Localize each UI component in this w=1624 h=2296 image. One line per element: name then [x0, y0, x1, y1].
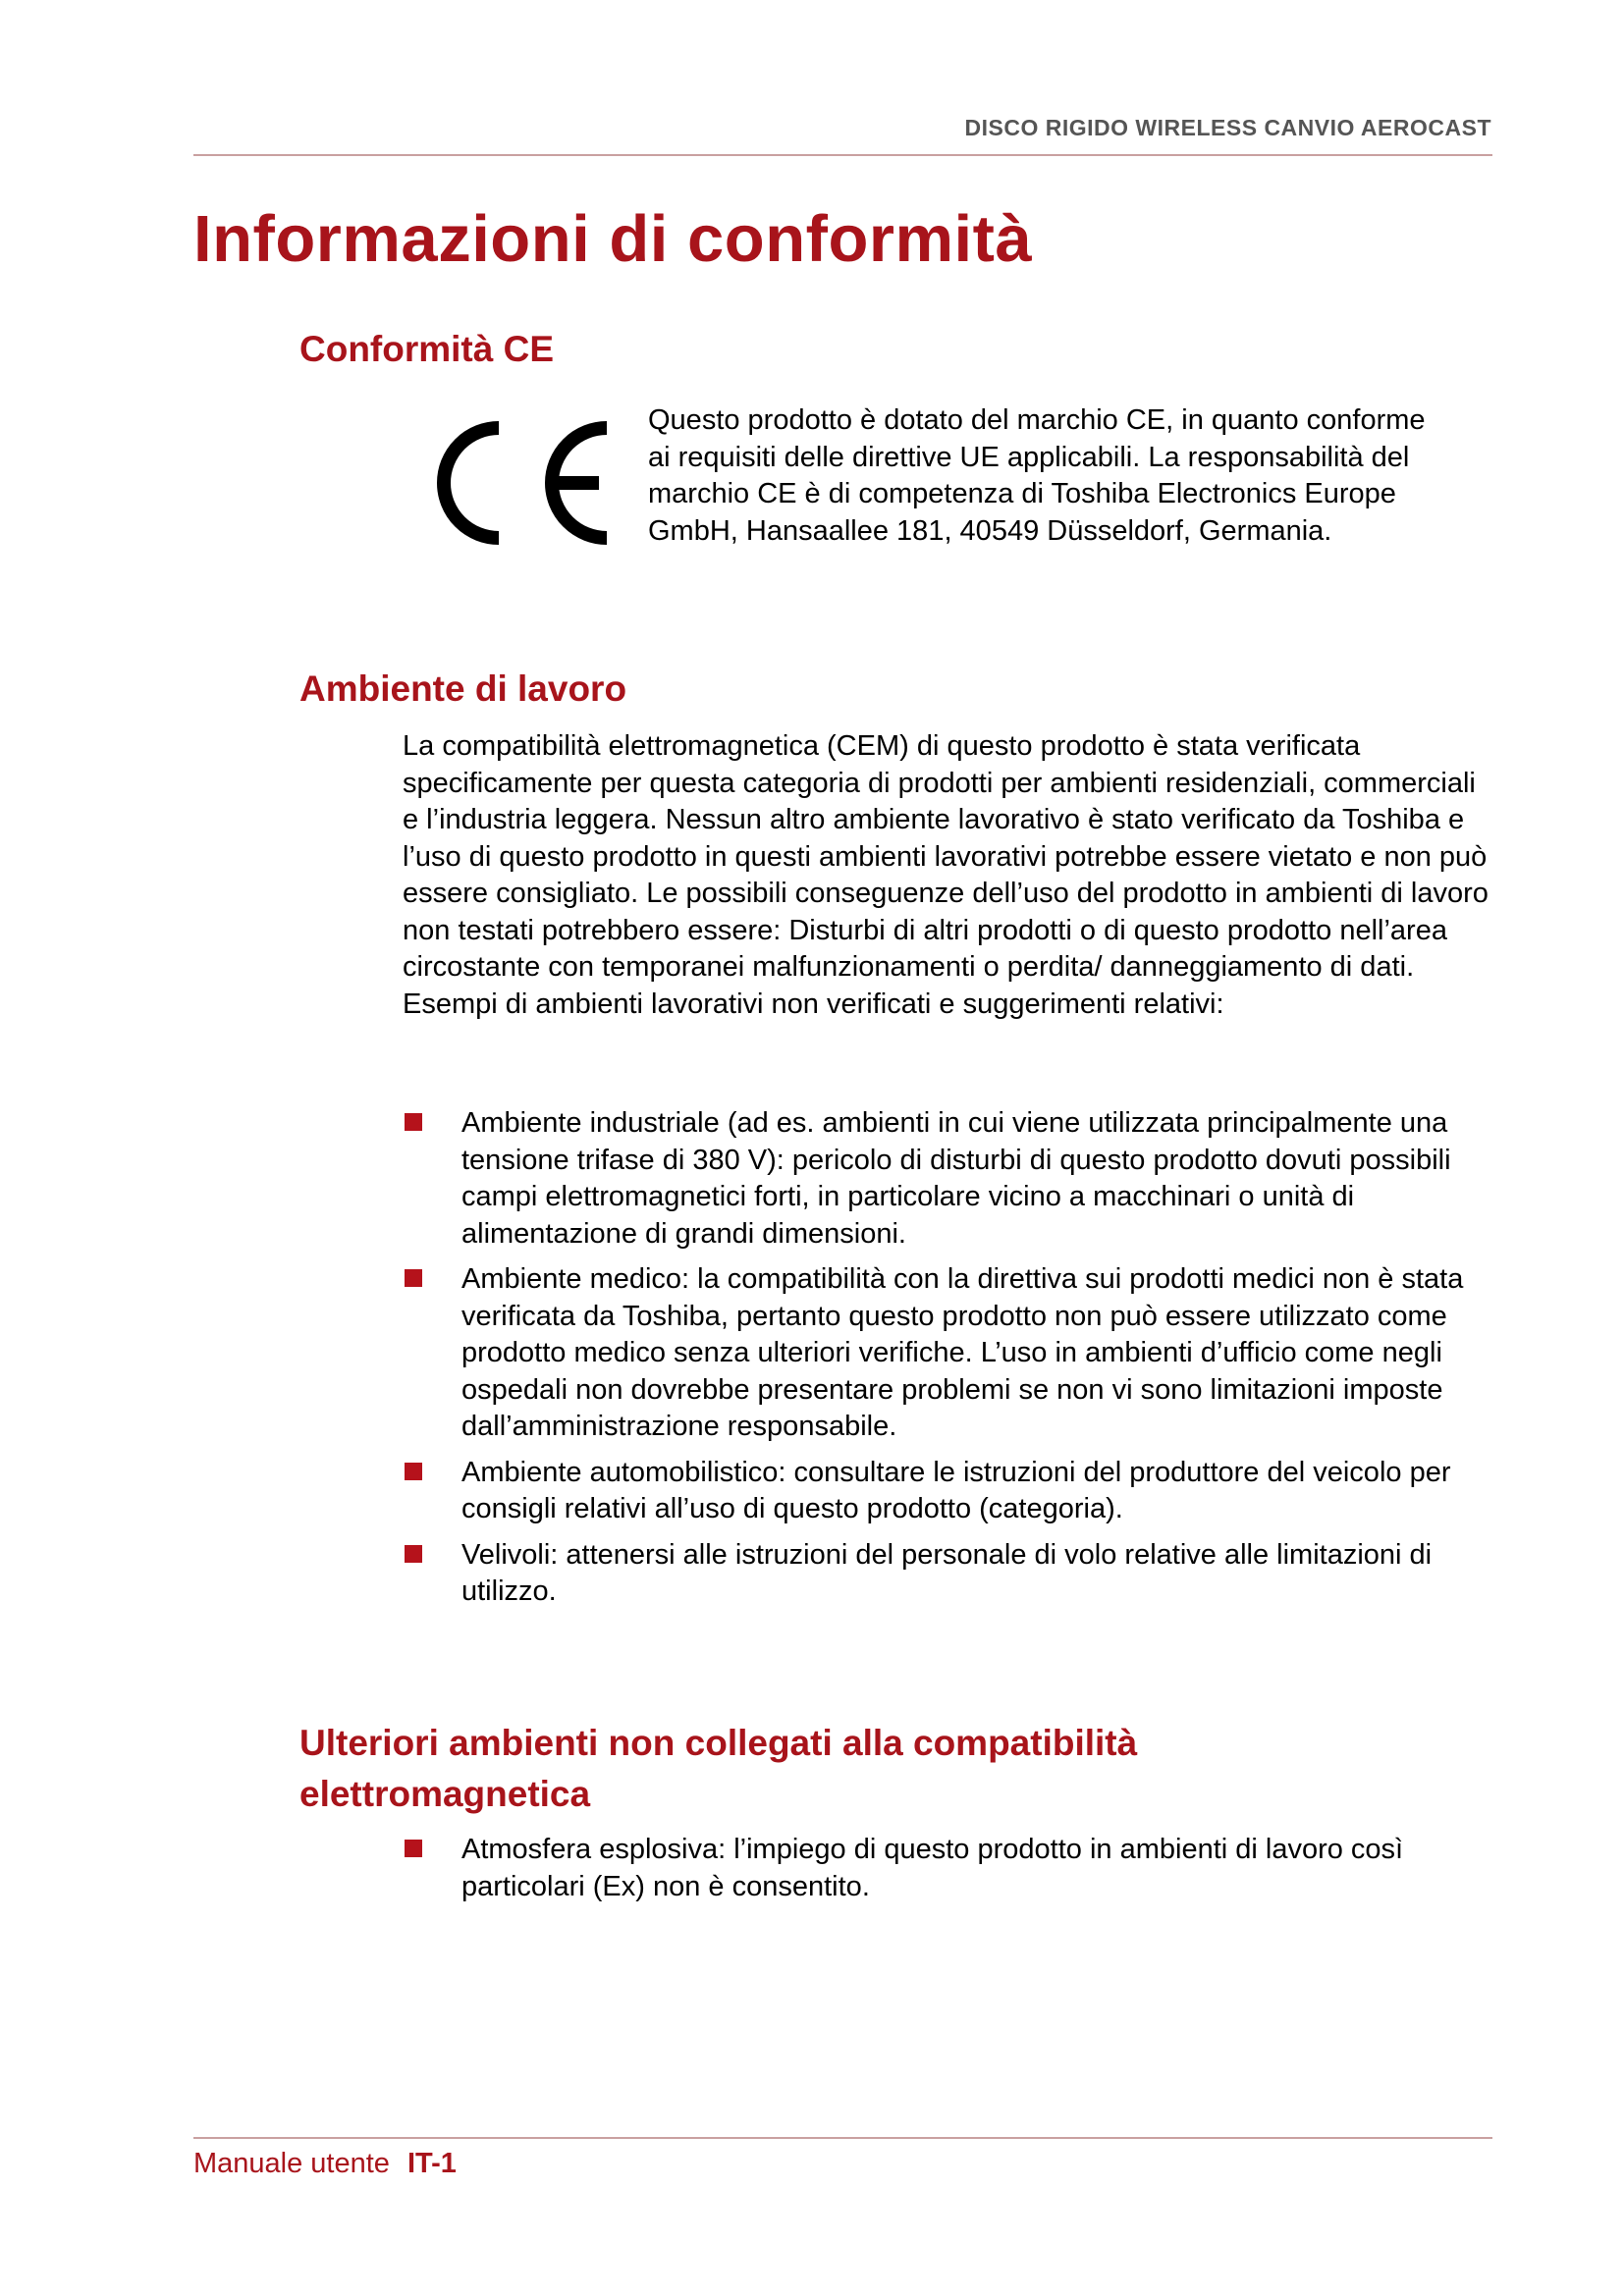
- page-title: Informazioni di conformità: [193, 202, 1033, 276]
- ce-mark-logo: [403, 404, 619, 561]
- bullet-square-icon: [405, 1545, 422, 1563]
- ce-paragraph: Questo prodotto è dotato del marchio CE, in quanto conforme ai requisiti delle direttive UE applicabili. La responsabilità del marchio CE è di competenza di Toshiba Electronics Europe GmbH, Hansaallee 181, 40549 Düsseldorf, Germania.: [648, 404, 1426, 547]
- bullet-square-icon: [405, 1463, 422, 1480]
- section-heading-other-environments: Ulteriori ambienti non collegati alla compatibilità elettromagnetica: [299, 1723, 1138, 1814]
- list-item: Velivoli: attenersi alle istruzioni del personale di volo relative alle limitazioni di utilizzo.: [403, 1537, 1492, 1611]
- footer-manual-label: Manuale utente: [193, 2148, 390, 2179]
- list-item: Ambiente medico: la compatibilità con la direttiva sui prodotti medici non è stata verificata da Toshiba, pertanto questo prodotto non può essere utilizzato come prodotto medico senza ulteriori verifiche. L’uso in ambienti d’ufficio come negli ospedali non dovrebbe presentare problemi se non vi sono limitazioni imposte dall’amministrazione responsabile.: [403, 1261, 1492, 1446]
- bullet-square-icon: [405, 1113, 422, 1131]
- list-item: Atmosfera esplosiva: l’impiego di questo prodotto in ambienti di lavoro così particolari (Ex) non è consentito.: [403, 1832, 1492, 1905]
- section-heading-ce: Conformità CE: [299, 329, 554, 369]
- work-environment-list: [403, 1105, 1492, 1611]
- footer-page-number: IT-1: [406, 2148, 457, 2179]
- footer: [193, 2148, 457, 2180]
- bullet-square-icon: [405, 1840, 422, 1857]
- other-environments-list: [403, 1832, 1492, 1905]
- running-header: DISCO RIGIDO WIRELESS CANVIO AEROCAST: [964, 115, 1491, 140]
- bullet-square-icon: [405, 1269, 422, 1287]
- list-item: Ambiente industriale (ad es. ambienti in cui viene utilizzata principalmente una tensione trifase di 380 V): pericolo di disturbi di questo prodotto dovuti possibili campi elettromagnetici forti, in particolare vicino a macchinari o unità di alimentazione di grandi dimensioni.: [403, 1105, 1492, 1253]
- header-rule: [193, 154, 1492, 156]
- footer-rule: [193, 2137, 1492, 2139]
- list-item: Ambiente automobilistico: consultare le istruzioni del produttore del veicolo per consigli relativi all’uso di questo prodotto (categoria).: [403, 1455, 1492, 1528]
- section-heading-work-environment: Ambiente di lavoro: [299, 668, 627, 709]
- work-environment-paragraph: La compatibilità elettromagnetica (CEM) di questo prodotto è stata verificata specificamente per questa categoria di prodotti per ambienti residenziali, commerciali e l’industria leggera. Nessun altro ambiente lavorativo è stato verificato da Toshiba e l’uso di questo prodotto in questi ambienti lavorativi potrebbe essere vietato e non può essere consigliato. Le possibili conseguenze dell’uso del prodotto in ambienti di lavoro non testati potrebbero essere: Disturbi di altri prodotti o di questo prodotto nell’area circostante con temporanei malfunzionamenti o perdita/ danneggiamento di dati. Esempi di ambienti lavorativi non verificati e suggerimenti relativi:: [403, 730, 1489, 1020]
